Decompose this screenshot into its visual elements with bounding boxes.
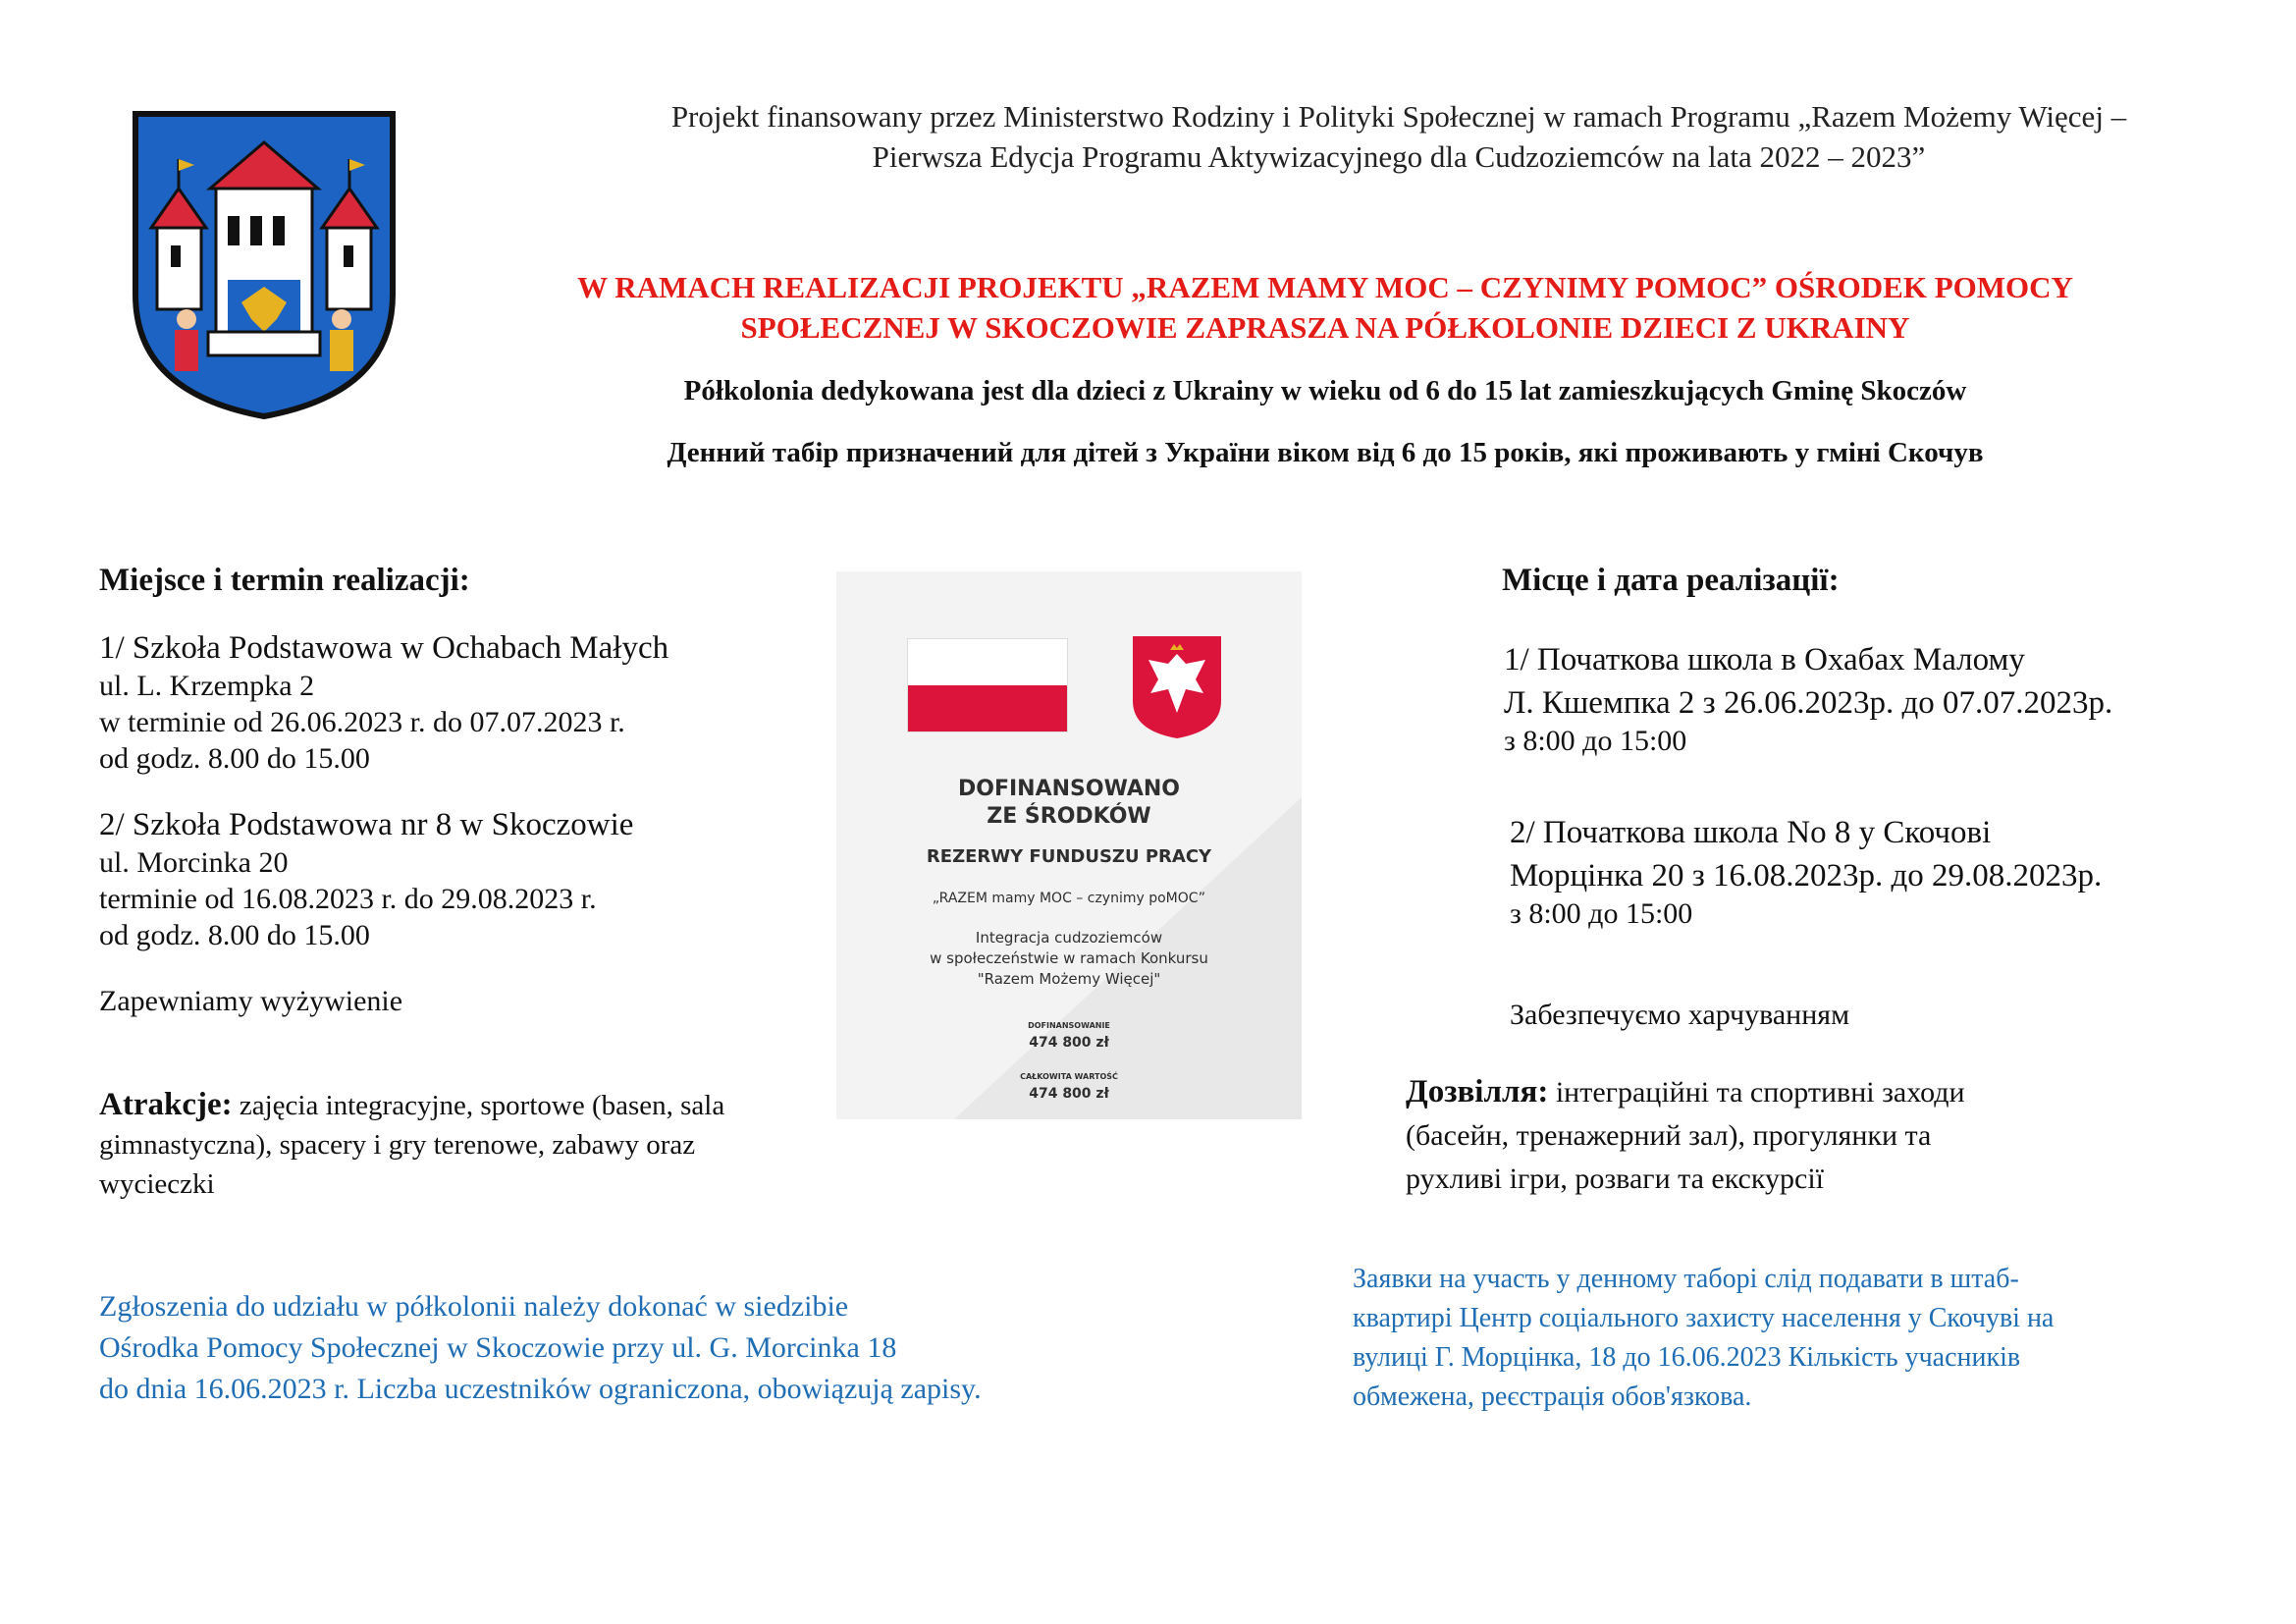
funding-line-2: Pierwsza Edycja Programu Aktywizacyjnego dla Cudzoziemców na lata 2022 – 2023” bbox=[872, 139, 1926, 174]
right-leisure bbox=[1406, 1070, 2112, 1201]
apply-line-1: Zgłoszenia do udziału w półkolonii należy dokonać w siedzibie bbox=[99, 1290, 849, 1323]
left-school-1 bbox=[99, 628, 668, 777]
poster-desc-2: w społeczeństwie w ramach Konkursu bbox=[930, 949, 1208, 967]
school-1-hours: od godz. 8.00 do 15.00 bbox=[99, 742, 370, 775]
attractions-text-1: zajęcia integracyjne, sportowe (basen, sala bbox=[232, 1090, 725, 1121]
school-2-name: 2/ Szkoła Podstawowa nr 8 w Skoczowie bbox=[99, 807, 634, 842]
polish-flag-icon bbox=[907, 638, 1068, 732]
headline-line-2: SPOŁECZNEJ W SKOCZOWIE ZAPRASZA NA PÓŁKOLONIE DZIECI Z UKRAINY bbox=[740, 310, 1910, 345]
subtitle-ukrainian: Денний табір призначений для дітей з України віком від 6 до 15 років, які проживають у гміні Скочув bbox=[667, 437, 1984, 468]
poster-total-label: CAŁKOWITA WARTOŚĆ bbox=[1020, 1072, 1118, 1081]
apply-line-3-ua: вулиці Г. Морцінка, 18 до 16.06.2023 Кількість учасників bbox=[1353, 1342, 2021, 1373]
apply-line-1-ua: Заявки на участь у денному таборі слід подавати в штаб- bbox=[1353, 1264, 2019, 1294]
school-2-dates-ua: Морцінка 20 з 16.08.2023р. до 29.08.2023р. bbox=[1510, 858, 2103, 893]
school-1-dates-ua: Л. Кшемпка 2 з 26.06.2023р. до 07.07.2023р. bbox=[1504, 685, 2113, 721]
left-heading: Miejsce i termin realizacji: bbox=[99, 563, 470, 598]
school-2-hours-ua: з 8:00 до 15:00 bbox=[1510, 897, 1693, 930]
right-school-2 bbox=[1510, 813, 2102, 932]
poster-title-2: ZE ŚRODKÓW bbox=[987, 804, 1151, 829]
left-school-2 bbox=[99, 805, 633, 953]
apply-line-2-ua: квартирі Центр соціального захисту населення у Скочуві на bbox=[1353, 1303, 2055, 1333]
leisure-text-3: рухливі ігри, розваги та екскурсії bbox=[1406, 1163, 1825, 1195]
apply-line-2: Ośrodka Pomocy Społecznej w Skoczowie przy ul. G. Morcinka 18 bbox=[99, 1331, 897, 1364]
leisure-label: Дозвілля: bbox=[1406, 1074, 1549, 1110]
apply-line-4-ua: обмежена, реєстрація обов'язкова. bbox=[1353, 1381, 1752, 1412]
left-food: Zapewniamy wyżywienie bbox=[99, 985, 403, 1017]
funding-line-1: Projekt finansowany przez Ministerstwo Rodziny i Polityki Społecznej w ramach Programu „Razem Możemy Więcej – bbox=[670, 99, 2127, 134]
poster-desc-1: Integracja cudzoziemców bbox=[975, 929, 1163, 947]
right-school-1 bbox=[1504, 640, 2112, 759]
apply-line-3: do dnia 16.06.2023 r. Liczba uczestników ograniczona, obowiązują zapisy. bbox=[99, 1373, 982, 1405]
right-food: Забезпечуємо харчуванням bbox=[1510, 999, 1850, 1031]
school-1-name-ua: 1/ Початкова школа в Охабах Малому bbox=[1504, 642, 2025, 677]
school-1-hours-ua: з 8:00 до 15:00 bbox=[1504, 725, 1687, 757]
school-2-name-ua: 2/ Початкова школа No 8 у Скочові bbox=[1510, 815, 1992, 850]
school-2-dates: terminie od 16.08.2023 r. do 29.08.2023 r. bbox=[99, 883, 597, 915]
school-2-street: ul. Morcinka 20 bbox=[99, 846, 289, 879]
subtitle-polish: Półkolonia dedykowana jest dla dzieci z Ukrainy w wieku od 6 do 15 lat zamieszkujących Gminę Skoczów bbox=[683, 375, 1967, 406]
headline-line-1: W RAMACH REALIZACJI PROJEKTU „RAZEM MAMY MOC – CZYNIMY POMOC” OŚRODEK POMOCY bbox=[577, 270, 2073, 304]
poster-cofinancing-value: 474 800 zł bbox=[1029, 1035, 1109, 1051]
poster-desc-3: "Razem Możemy Więcej" bbox=[977, 970, 1161, 988]
poster-cofinancing-label: DOFINANSOWANIE bbox=[1028, 1021, 1110, 1030]
school-1-name: 1/ Szkoła Podstawowa w Ochabach Małych bbox=[99, 630, 669, 666]
poster-title-1: DOFINANSOWANO bbox=[958, 777, 1180, 801]
poster-total-value: 474 800 zł bbox=[1029, 1086, 1109, 1102]
leisure-text-2: (басейн, тренажерний зал), прогулянки та bbox=[1406, 1119, 1932, 1152]
funding-statement bbox=[589, 96, 2209, 177]
funding-poster bbox=[836, 571, 1302, 1119]
attractions-text-3: wycieczki bbox=[99, 1168, 215, 1200]
right-application-info bbox=[1353, 1260, 2054, 1417]
school-2-hours: od godz. 8.00 do 15.00 bbox=[99, 919, 370, 951]
poster-title-3: REZERWY FUNDUSZU PRACY bbox=[926, 846, 1212, 867]
headline bbox=[432, 267, 2218, 348]
left-attractions bbox=[99, 1085, 806, 1204]
coat-of-arms-icon bbox=[130, 108, 399, 422]
school-1-dates: w terminie od 26.06.2023 r. do 07.07.2023 r. bbox=[99, 706, 625, 738]
attractions-text-2: gimnastyczna), spacery i gry terenowe, zabawy oraz bbox=[99, 1129, 696, 1161]
polish-eagle-emblem-icon bbox=[1129, 632, 1225, 740]
left-application-info bbox=[99, 1286, 982, 1410]
school-1-street: ul. L. Krzempka 2 bbox=[99, 670, 315, 702]
attractions-label: Atrakcje: bbox=[99, 1087, 233, 1122]
right-heading: Місце і дата реалізації: bbox=[1502, 563, 1840, 598]
leisure-text-1: інтеграційні та спортивні заходи bbox=[1548, 1076, 1965, 1109]
poster-project-name: „RAZEM mamy MOC – czynimy poMOC” bbox=[932, 891, 1206, 906]
